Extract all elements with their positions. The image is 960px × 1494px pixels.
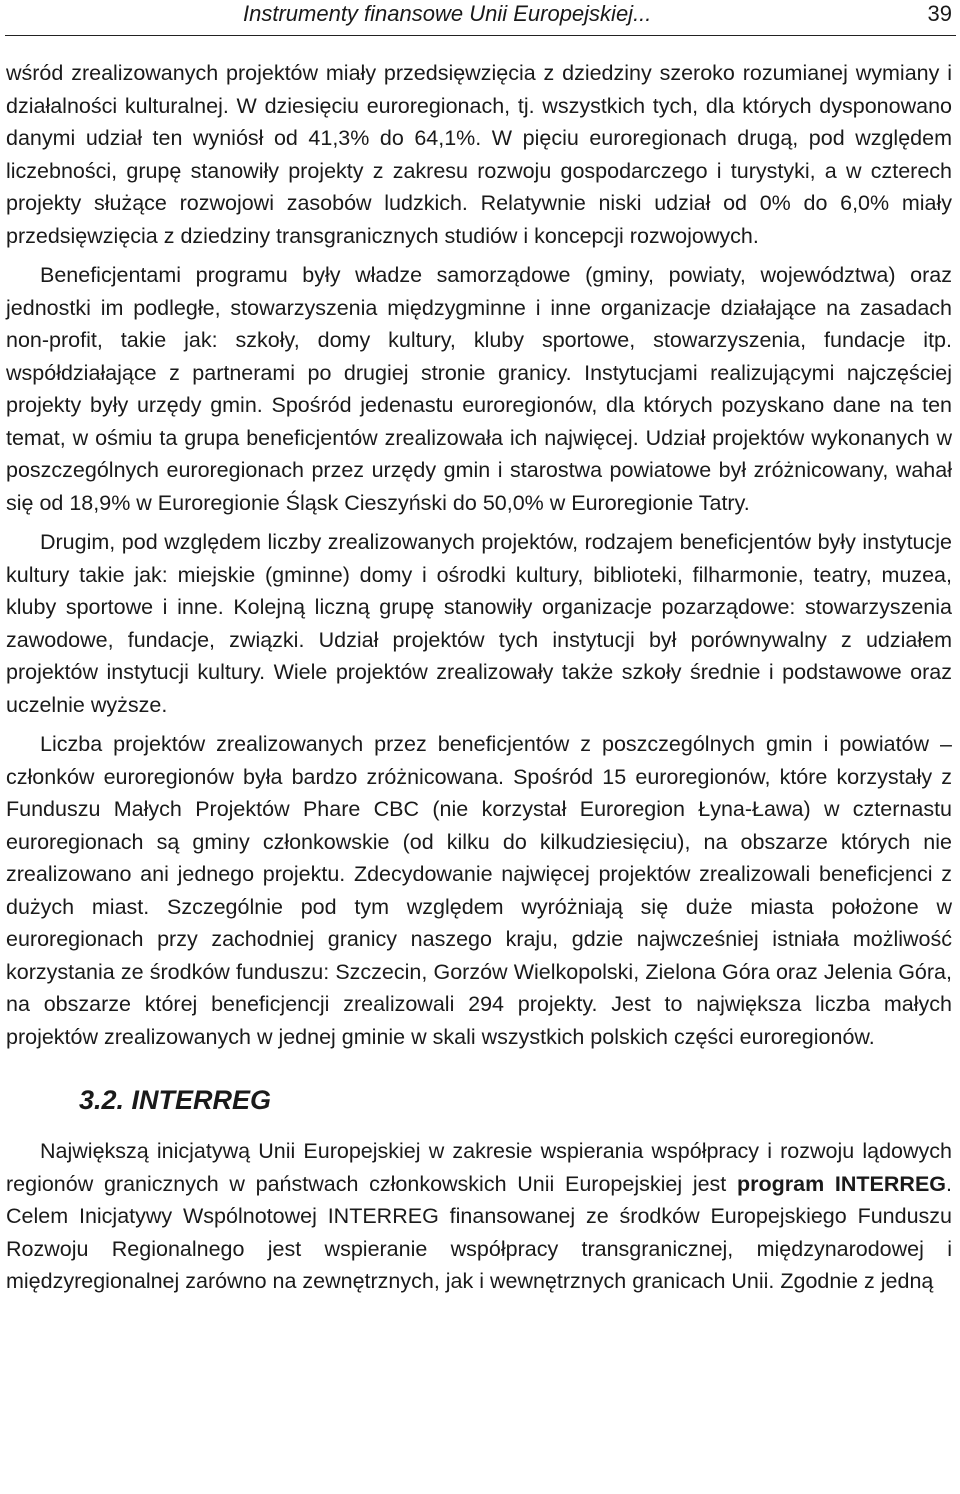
paragraph: Liczba projektów zrealizowanych przez beneficjentów z poszczególnych gmin i powiatów – członków euroregionów była bardzo zróżnicowana. Spośród 15 euroregionów, które korzystały z Funduszu Małych Projektów Phare CBC (nie korzystał Euroregion Łyna-Ława) w czternastu euroregionach są gminy członkowskie (od kilku do kilkudziesięciu), na obszarze których nie zrealizowano ani jednego projektu. Zdecydowanie najwięcej projektów zrealizowali beneficjenci z dużych miast. Szczególnie pod tym względem wyróżniają się duże miasta położone w euroregionach przy zachodniej granicy naszego kraju, gdzie najwcześniej istniała możliwość korzystania ze środków funduszu: Szczecin, Gorzów Wielkopolski, Zielona Góra oraz Jelenia Góra, na obszarze której beneficjencji zrealizowali 294 projekty. Jest to największa liczba małych projektów zrealizowanych w jednej gminie w skali wszystkich polskich części euroregionów. (6, 732, 952, 1049)
paragraph (6, 1135, 952, 1298)
bold-term: program INTERREG (737, 1171, 947, 1196)
paragraph: Beneficjentami programu były władze samorządowe (gminy, powiaty, województwa) oraz jednostki im podległe, stowarzyszenia międzygminne i inne organizacje działające na zasadach non-profit, takie jak: szkoły, domy kultury, kluby sportowe, stowarzyszenia, fundacje itp. współdziałające z partnerami po drugiej stronie granicy. Instytucjami realizującymi najczęściej projekty były urzędy gmin. Spośród jedenastu euroregionów, dla których pozyskano dane na ten temat, w ośmiu ta grupa beneficjentów zrealizowała ich najwięcej. Udział projektów wykonanych w poszczególnych euroregionach przez urzędy gmin i starostwa powiatowe był zróżnicowany, wahał się od 18,9% w Euroregionie Śląsk Cieszyński do 50,0% w Euroregionie Tatry. (6, 263, 952, 515)
body-text (6, 57, 952, 1298)
running-header (5, 0, 956, 36)
section-heading: 3.2. INTERREG (79, 1085, 272, 1115)
paragraph-text: . Celem Inicjatywy Wspólnotowej INTERREG finansowanej ze środków Europejskiego Funduszu Rozwoju Regionalnego jest wspieranie współpracy transgranicznej, międzynarodowej i międzyregionalnej zarówno na zewnętrznych, jak i wewnętrznych granicach Unii. Zgodnie z jedną (6, 1171, 952, 1293)
page-number: 39 (927, 1, 952, 26)
paragraph: Drugim, pod względem liczby zrealizowanych projektów, rodzajem beneficjentów były instytucje kultury takie jak: miejskie (gminne) domy i ośrodki kultury, biblioteki, filharmonie, teatry, muzea, kluby sportowe i inne. Kolejną liczną grupę stanowiły organizacje pozarządowe: stowarzyszenia zawodowe, fundacje, związki. Udział projektów tych instytucji był porównywalny z udziałem projektów instytucji kultury. Wiele projektów zrealizowały także szkoły średnie i podstawowe oraz uczelnie wyższe. (6, 530, 952, 717)
running-title: Instrumenty finansowe Unii Europejskiej... (243, 1, 652, 26)
paragraph-text: Największą inicjatywą Unii Europejskiej w zakresie wspierania współpracy i rozwoju lądowych regionów granicznych w państwach członkowskich Unii Europejskiej jest (6, 1139, 952, 1196)
paragraph: wśród zrealizowanych projektów miały przedsięwzięcia z dziedziny szeroko rozumianej wymiany i działalności kulturalnej. W dziesięciu euroregionach, tj. wszystkich tych, dla których dysponowano danymi udział ten wyniósł od 41,3% do 64,1%. W pięciu euroregionach drugą, pod względem liczebności, grupę stanowiły projekty z zakresu rozwoju gospodarczego i turystyki, a w czterech projekty służące rozwojowi zasobów ludzkich. Relatywnie niski udział od 0% do 6,0% miały przedsięwzięcia z dziedziny transgranicznych studiów i koncepcji rozwojowych. (6, 61, 952, 248)
